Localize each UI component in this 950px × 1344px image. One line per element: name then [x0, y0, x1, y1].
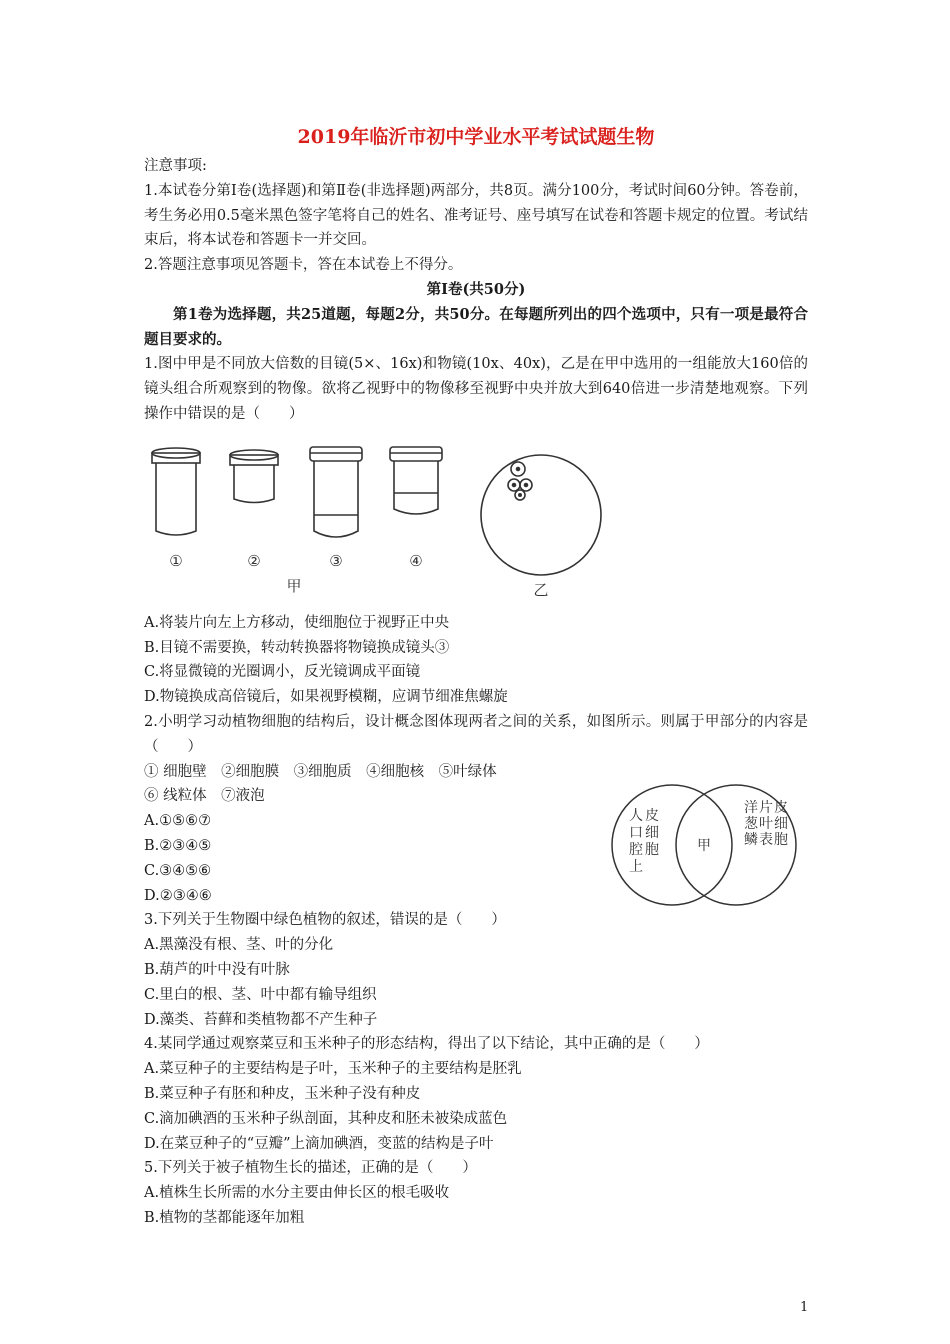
- section-intro: 第1卷为选择题，共25道题，每题2分，共50分。在每题所列出的四个选项中，只有一项是最符合题目要求的。: [144, 305, 808, 348]
- figure-caption-jia: 甲: [286, 576, 302, 595]
- section-heading: 第Ⅰ卷(共50分): [426, 280, 526, 298]
- venn-right-label: 洋葱鳞片叶表皮细胞: [744, 800, 788, 848]
- question-5-stem: 5.下列关于被子植物生长的描述，正确的是（ ）: [144, 1160, 477, 1177]
- notes-paragraph-1: 1.本试卷分第Ⅰ卷(选择题)和第Ⅱ卷(非选择题)两部分，共8页。满分100分，考试时间60分钟。答卷前，考生务必用0.5毫米黑色签字笔将自己的姓名、准考证号、座号填写在试卷和答题卡规定的位置。考试结束后，将本试卷和答题卡一并交回。: [144, 182, 808, 249]
- question-1-option-a: A.将装片向左上方移动，使细胞位于视野正中央: [144, 614, 450, 631]
- question-3-option-d: D.藻类、苔藓和类植物都不产生种子: [144, 1011, 378, 1028]
- question-2-items-2: ⑥ 线粒体 ⑦液泡: [144, 788, 265, 805]
- question-4-option-d: D.在菜豆种子的“豆瓣”上滴加碘酒，变蓝的结构是子叶: [144, 1135, 494, 1152]
- objective-long-icon: [310, 447, 362, 537]
- microscope-lens-diagram: [144, 431, 614, 609]
- question-4-option-a: A.菜豆种子的主要结构是子叶，玉米种子的主要结构是胚乳: [144, 1061, 522, 1078]
- question-2-option-c: C.③④⑤⑥: [144, 862, 212, 879]
- question-1-stem: 1.图中甲是不同放大倍数的目镜(5×、16x)和物镜(10x、40x)，乙是在甲中选用的一组能放大160倍的镜头组合所观察到的物像。欲将乙视野中的物像移至视野中央并放大到640倍进一步清楚地观察。下列操作中错误的是（ ）: [144, 356, 808, 422]
- figure-caption-yi: 乙: [533, 580, 549, 599]
- page-title: 2019年临沂市初中学业水平考试试题生物: [297, 126, 655, 148]
- question-3-option-b: B.葫芦的叶中没有叶脉: [144, 961, 290, 978]
- venn-center-label: 甲: [697, 838, 711, 854]
- question-1-option-c: C.将显微镜的光圈调小，反光镜调成平面镜: [144, 664, 421, 681]
- lens-label-1: ①: [169, 551, 183, 570]
- question-1-option-d: D.物镜换成高倍镜后，如果视野模糊，应调节细准焦螺旋: [144, 689, 508, 706]
- question-3-option-c: C.里白的根、茎、叶中都有输导组织: [144, 986, 377, 1003]
- eyepiece-long-icon: [152, 448, 200, 535]
- question-3-option-a: A.黑藻没有根、茎、叶的分化: [144, 937, 334, 954]
- question-5-option-b: B.植物的茎都能逐年加粗: [144, 1209, 305, 1226]
- lens-label-3: ③: [329, 551, 343, 570]
- eyepiece-short-icon: [230, 450, 278, 503]
- question-2-items-1: ① 细胞壁 ②细胞膜 ③细胞质 ④细胞核 ⑤叶绿体: [144, 763, 497, 780]
- question-5-option-a: A.植株生长所需的水分主要由伸长区的根毛吸收: [144, 1185, 450, 1202]
- question-3-stem: 3.下列关于生物圈中绿色植物的叙述，错误的是（ ）: [144, 912, 506, 929]
- question-2-stem: 2.小明学习动植物细胞的结构后，设计概念图体现两者之间的关系，如图所示。则属于甲部分的内容是（ ）: [144, 713, 808, 755]
- question-4-option-c: C.滴加碘酒的玉米种子纵剖面，其种皮和胚未被染成蓝色: [144, 1110, 508, 1127]
- lens-label-2: ②: [247, 551, 261, 570]
- question-2-option-b: B.②③④⑤: [144, 837, 212, 854]
- notes-paragraph-2: 2.答题注意事项见答题卡，答在本试卷上不得分。: [144, 257, 463, 274]
- question-4-stem: 4.某同学通过观察菜豆和玉米种子的形态结构，得出了以下结论，其中正确的是（ ）: [144, 1036, 709, 1053]
- question-1-option-b: B.目镜不需要换，转动转换器将物镜换成镜头③: [144, 639, 450, 656]
- question-4-option-b: B.菜豆种子有胚和种皮，玉米种子没有种皮: [144, 1085, 421, 1102]
- page-number: 1: [800, 1300, 809, 1315]
- objective-short-icon: [390, 447, 442, 514]
- venn-left-label: 人口腔上皮细胞: [629, 808, 659, 875]
- question-2-option-d: D.②③④⑥: [144, 887, 212, 904]
- cell-venn-diagram: [606, 780, 806, 910]
- lens-label-4: ④: [409, 551, 423, 570]
- microscope-figure: [144, 431, 808, 609]
- notes-heading: 注意事项:: [144, 158, 207, 174]
- microscope-view-field: [481, 455, 601, 575]
- question-2-option-a: A.①⑤⑥⑦: [144, 813, 212, 830]
- exam-page: [144, 120, 808, 1231]
